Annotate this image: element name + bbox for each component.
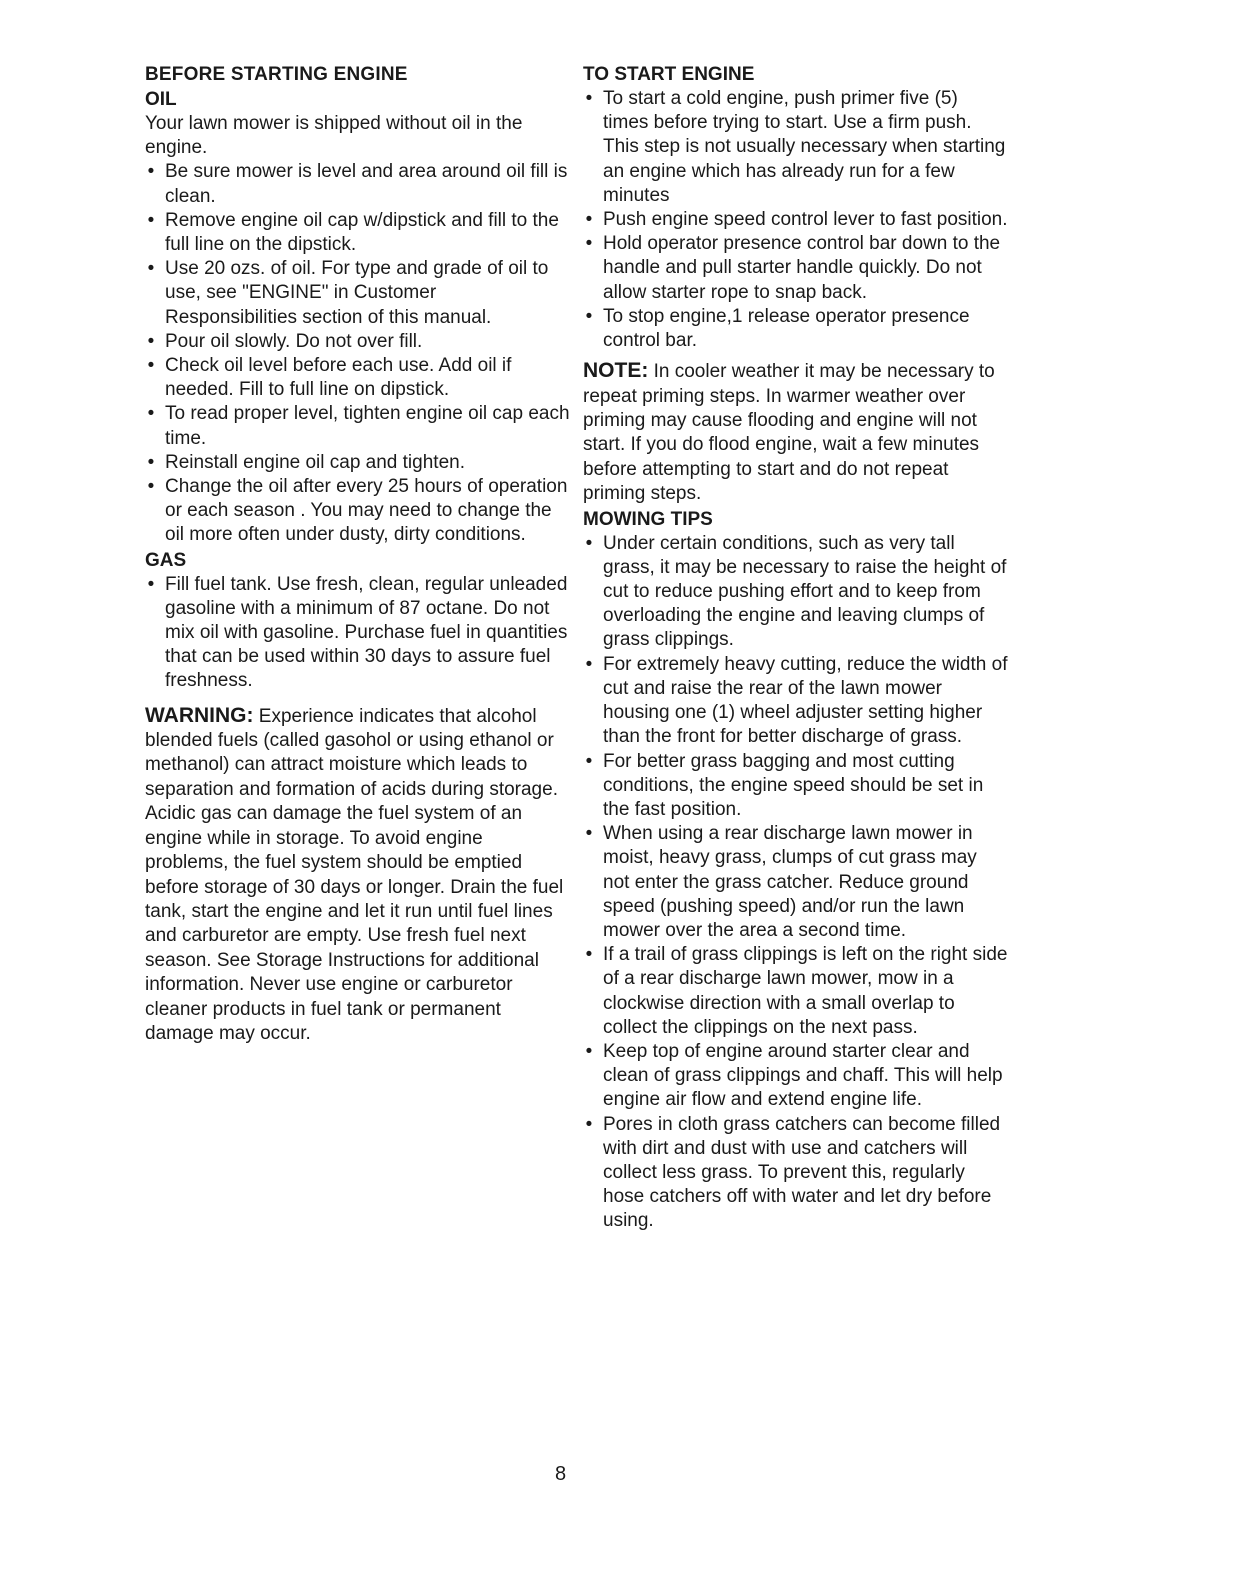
list-item-text: If a trail of grass clippings is left on the right side of a rear discharge lawn mower, mow in a clockwise direction with a small overlap to collect the clippings on the next pass. [603,944,1008,1038]
list-item [583,208,1008,232]
list-item [145,475,570,548]
mowing-list [583,532,1008,1234]
list-item-text: Pour oil slowly. Do not over fill. [165,330,423,352]
oil-intro: Your lawn mower is shipped without oil in the engine. [145,113,523,159]
oil-heading: OIL [145,89,177,110]
warning-paragraph [145,704,570,1047]
oil-list [145,160,570,547]
list-item [145,573,570,694]
bullet-icon: • [585,532,593,554]
bullet-icon: • [585,653,593,675]
warning-text: Experience indicates that alcohol blended fuels (called gasohol or using ethanol or methanol) can attract moisture which leads to separation and formation of acids during storage. Acidic gas can damage the fuel system of an engine while in storage. To avoid engine problems, the fuel system should be emptied before storage of 30 days or longer. Drain the fuel tank, start the engine and let it run until fuel lines and carburetor are empty. Use fresh fuel next season. See Storage Instructions for additional information. Never use engine or carburetor cleaner products in fuel tank or permanent damage may occur. [145,705,564,1044]
warning-label: WARNING: [145,703,254,727]
list-item [145,354,570,402]
bullet-icon: • [585,233,593,255]
bullet-icon: • [147,476,155,498]
list-item [145,160,570,208]
bullet-icon: • [147,330,155,352]
bullet-icon: • [585,209,593,231]
list-item-text: Hold operator presence control bar down to the handle and pull starter handle quickly. Do not allow starter rope to snap back. [603,233,1001,303]
start-engine-heading: TO START ENGINE [583,64,755,85]
gas-heading: GAS [145,549,187,571]
list-item-text: Keep top of engine around starter clear and clean of grass clippings and chaff. This will help engine air flow and extend engine life. [603,1040,1003,1111]
bullet-icon: • [585,944,593,966]
list-item [583,305,1008,353]
right-column [583,62,1008,1234]
list-item-text: Push engine speed control lever to fast position. [603,209,1008,231]
section-title-before-starting: BEFORE STARTING ENGINE [145,64,408,85]
list-item [145,330,570,354]
list-item [583,822,1008,943]
bullet-icon: • [585,88,593,109]
list-item-text: For better grass bagging and most cutting conditions, the engine speed should be set in the fast position. [603,750,984,820]
page-number: 8 [555,1463,567,1485]
list-item-text: To stop engine,1 release operator presence control bar. [603,305,970,352]
gas-list [145,573,570,694]
list-item [145,451,570,475]
note-label: NOTE: [583,359,649,383]
list-item [583,653,1008,750]
bullet-icon: • [147,403,155,425]
bullet-icon: • [585,750,593,772]
list-item [583,1040,1008,1113]
bullet-icon: • [585,1113,593,1135]
bullet-icon: • [147,161,155,183]
bullet-icon: • [147,209,155,231]
list-item-text: Reinstall engine oil cap and tighten. [165,451,465,473]
bullet-icon: • [147,258,155,280]
list-item-text: Pores in cloth grass catchers can become filled with dirt and dust with use and catchers will collect less grass. To prevent this, regularly hose catchers off with water and let dry before using. [603,1113,1001,1232]
list-item [145,257,570,330]
list-item-text: Under certain conditions, such as very tall grass, it may be necessary to raise the height of cut to reduce pushing effort and to keep from overloading the engine and leaving clumps of grass clippings. [603,532,1007,651]
note-text: In cooler weather it may be necessary to repeat priming steps. In warmer weather over priming may cause flooding and engine will not start. If you do flood engine, wait a few minutes before attempting to start and do not repeat priming steps. [583,361,995,505]
list-item-text: Fill fuel tank. Use fresh, clean, regular unleaded gasoline with a minimum of 87 octane. Do not mix oil with gasoline. Purchase fuel in quantities that can be used within 30 days to assure fuel freshness. [165,573,568,692]
bullet-icon: • [585,1040,593,1062]
note-paragraph [583,359,1008,506]
start-list [583,87,1008,353]
list-item-text: To read proper level, tighten engine oil cap each time. [165,403,570,449]
list-item-text: Be sure mower is level and area around oil fill is clean. [165,161,568,207]
list-item [583,750,1008,823]
list-item-text: Use 20 ozs. of oil. For type and grade of oil to use, see "ENGINE" in Customer Responsibilities section of this manual. [165,258,549,328]
list-item [145,402,570,450]
bullet-icon: • [585,305,593,327]
list-item [583,532,1008,653]
list-item-text: When using a rear discharge lawn mower in moist, heavy grass, clumps of cut grass may not enter the grass catcher. Reduce ground speed (pushing speed) and/or run the lawn mower over the area a second time. [603,823,977,941]
list-item [583,1113,1008,1234]
bullet-icon: • [585,823,593,845]
list-item-text: Change the oil after every 25 hours of operation or each season . You may need to change the oil more often under dusty, dirty conditions. [165,476,568,546]
list-item [583,87,1008,208]
list-item-text: For extremely heavy cutting, reduce the width of cut and raise the rear of the lawn mower housing one (1) wheel adjuster setting higher than the front for better discharge of grass. [603,653,1008,748]
bullet-icon: • [147,573,155,595]
left-column [145,62,570,1046]
bullet-icon: • [147,451,155,473]
list-item [583,943,1008,1040]
list-item [145,209,570,257]
list-item [583,232,1008,305]
list-item-text: Remove engine oil cap w/dipstick and fill to the full line on the dipstick. [165,209,559,256]
list-item-text: Check oil level before each use. Add oil if needed. Fill to full line on dipstick. [165,355,512,401]
bullet-icon: • [147,355,155,377]
list-item-text: To start a cold engine, push primer five (5) times before trying to start. Use a firm push. This step is not usually necessary when starting an engine which has already run for a few minutes [603,88,1006,206]
mowing-tips-heading: MOWING TIPS [583,508,713,530]
